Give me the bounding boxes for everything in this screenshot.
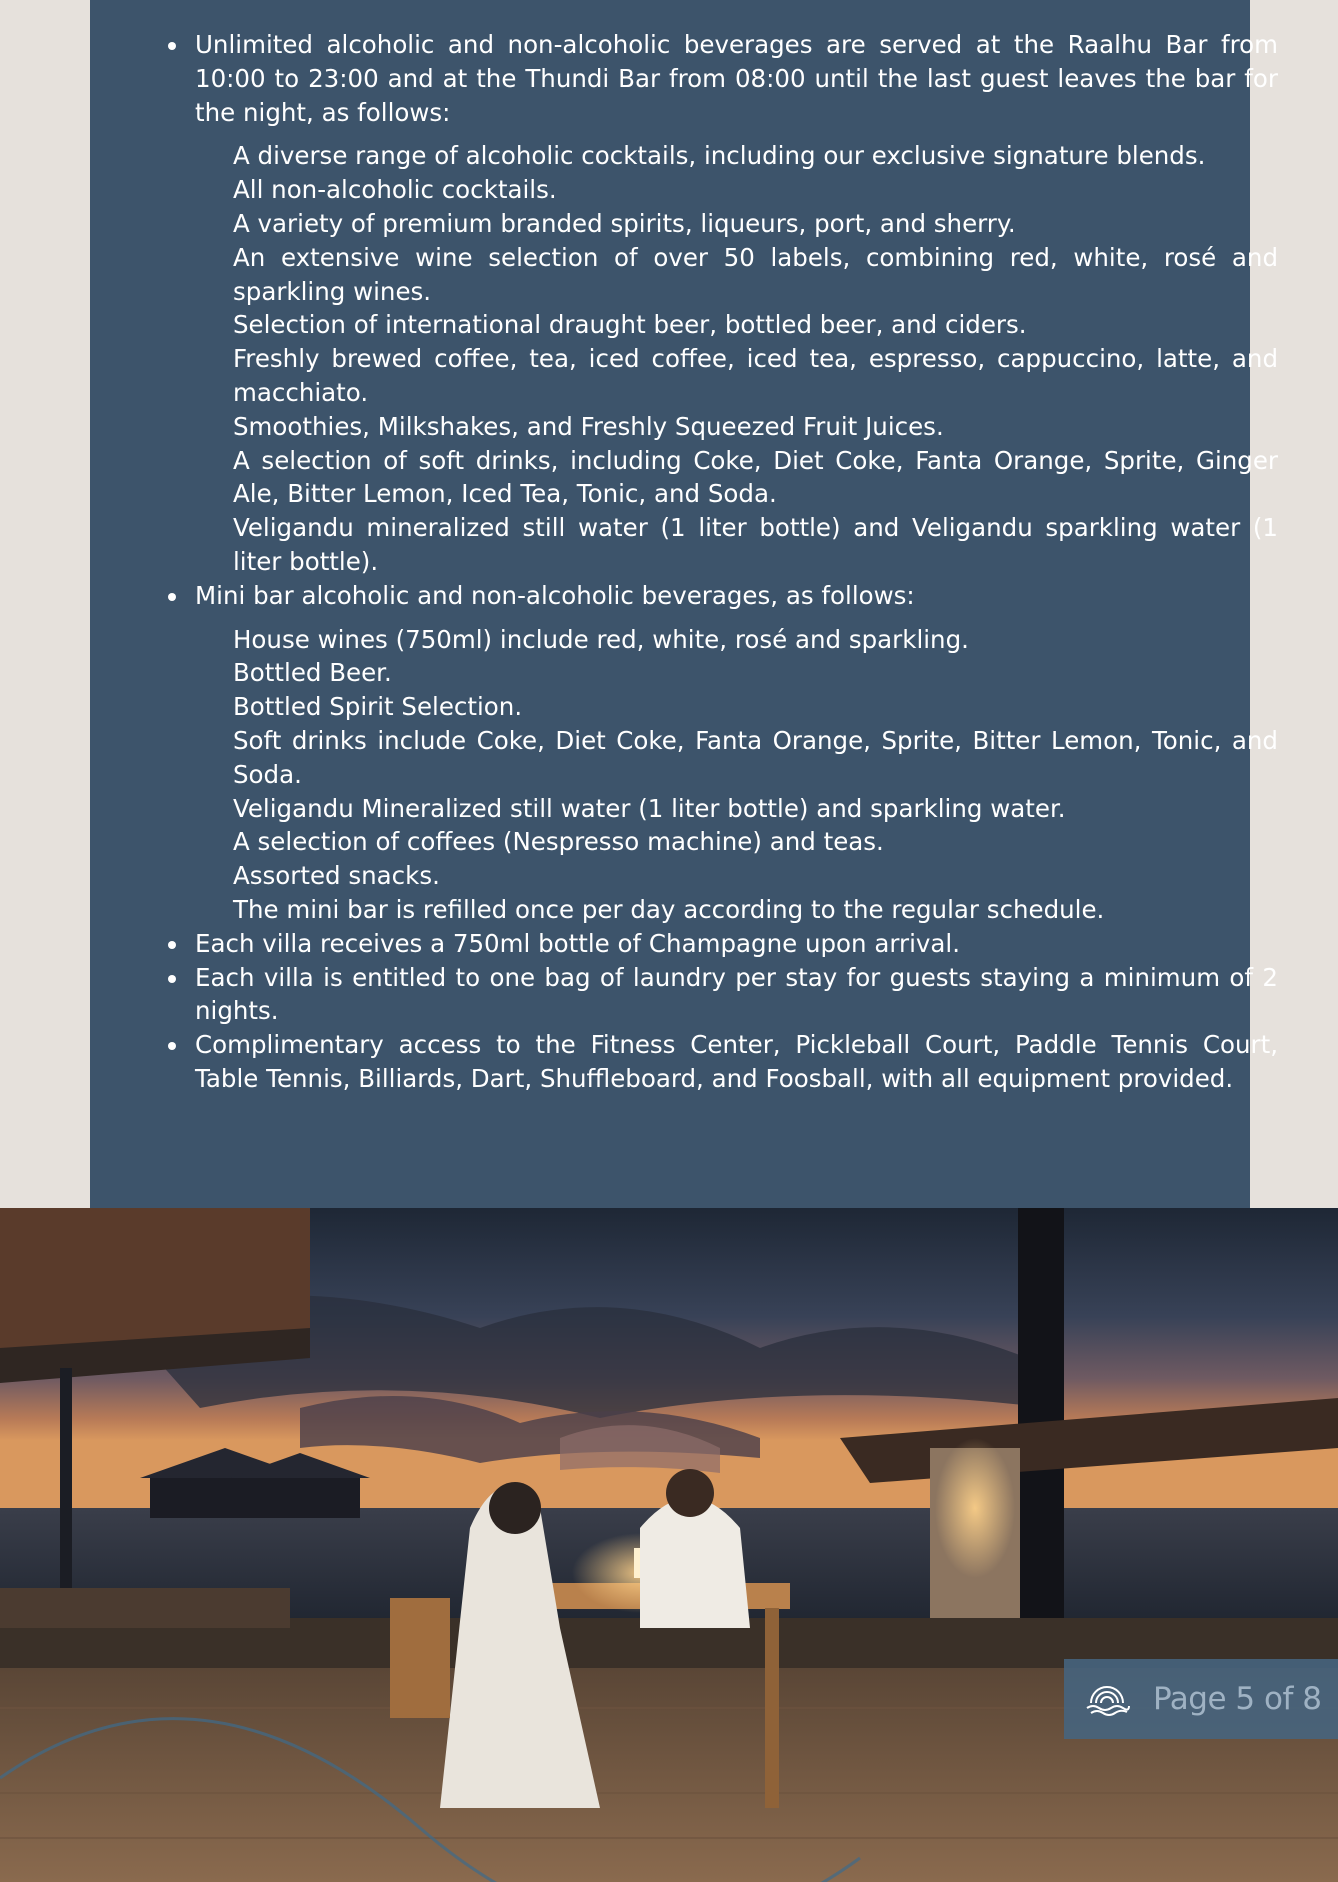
list-item: Bottled Beer. (233, 658, 392, 688)
list-item: All non-alcoholic cocktails. (233, 175, 557, 205)
list-item: A diverse range of alcoholic cocktails, including our exclusive signature blends. (233, 141, 1206, 171)
minibar-sublist (233, 623, 1278, 927)
list-item: Bottled Spirit Selection. (233, 692, 523, 722)
inclusions-list (195, 28, 1278, 1096)
laundry-text: Each villa is entitled to one bag of laundry per stay for guests staying a minimum of 2 nights. (195, 962, 1278, 1026)
inclusions-content (195, 28, 1278, 1096)
list-item: Smoothies, Milkshakes, and Freshly Squeezed Fruit Juices. (233, 411, 944, 441)
sunset-deck-illustration (0, 1208, 1338, 1882)
list-item: A variety of premium branded spirits, liqueurs, port, and sherry. (233, 208, 1016, 238)
list-item (195, 927, 1278, 961)
list-item: A selection of soft drinks, including Coke, Diet Coke, Fanta Orange, Sprite, Ginger Ale, Bitter Lemon, Iced Tea, Tonic, and Soda. (233, 445, 1278, 509)
sunset-deck-photo (0, 1208, 1338, 1882)
bar-beverages-text: Unlimited alcoholic and non-alcoholic beverages are served at the Raalhu Bar from 10:00 to 23:00 and at the Thundi Bar from 08:00 until the last guest leaves the bar for the night, as follows: (195, 30, 1278, 127)
list-item: An extensive wine selection of over 50 labels, combining red, white, rosé and sparkling wines. (233, 242, 1278, 306)
list-item (195, 579, 1278, 927)
page-number-text: Page 5 of 8 (1153, 1681, 1322, 1717)
bar-beverages-sublist (233, 139, 1278, 578)
list-item: Veligandu Mineralized still water (1 liter bottle) and sparkling water. (233, 793, 1066, 823)
list-item: Assorted snacks. (233, 861, 440, 891)
list-item: A selection of coffees (Nespresso machine) and teas. (233, 827, 884, 857)
inclusions-panel (90, 0, 1278, 1208)
page-indicator-badge (1064, 1659, 1338, 1739)
list-item: Selection of international draught beer, bottled beer, and ciders. (233, 310, 1027, 340)
list-item (195, 1028, 1278, 1096)
list-item: Veligandu mineralized still water (1 liter bottle) and Veligandu sparkling water (1 liter bottle). (233, 513, 1278, 576)
list-item: Soft drinks include Coke, Diet Coke, Fanta Orange, Sprite, Bitter Lemon, Tonic, and Soda. (233, 725, 1278, 789)
list-item (195, 28, 1278, 579)
list-item: House wines (750ml) include red, white, rosé and sparkling. (233, 624, 969, 654)
list-item: Freshly brewed coffee, tea, iced coffee, iced tea, espresso, cappuccino, latte, and macchiato. (233, 344, 1278, 407)
list-item (195, 961, 1278, 1029)
list-item: The mini bar is refilled once per day according to the regular schedule. (233, 894, 1105, 924)
sun-over-waves-logo-icon (1083, 1675, 1131, 1723)
recreation-text: Complimentary access to the Fitness Center, Pickleball Court, Paddle Tennis Court, Table Tennis, Billiards, Dart, Shuffleboard, and Foosball, with all equipment provided. (195, 1030, 1278, 1093)
champagne-text: Each villa receives a 750ml bottle of Champagne upon arrival. (195, 928, 960, 958)
minibar-text: Mini bar alcoholic and non-alcoholic beverages, as follows: (195, 580, 915, 610)
